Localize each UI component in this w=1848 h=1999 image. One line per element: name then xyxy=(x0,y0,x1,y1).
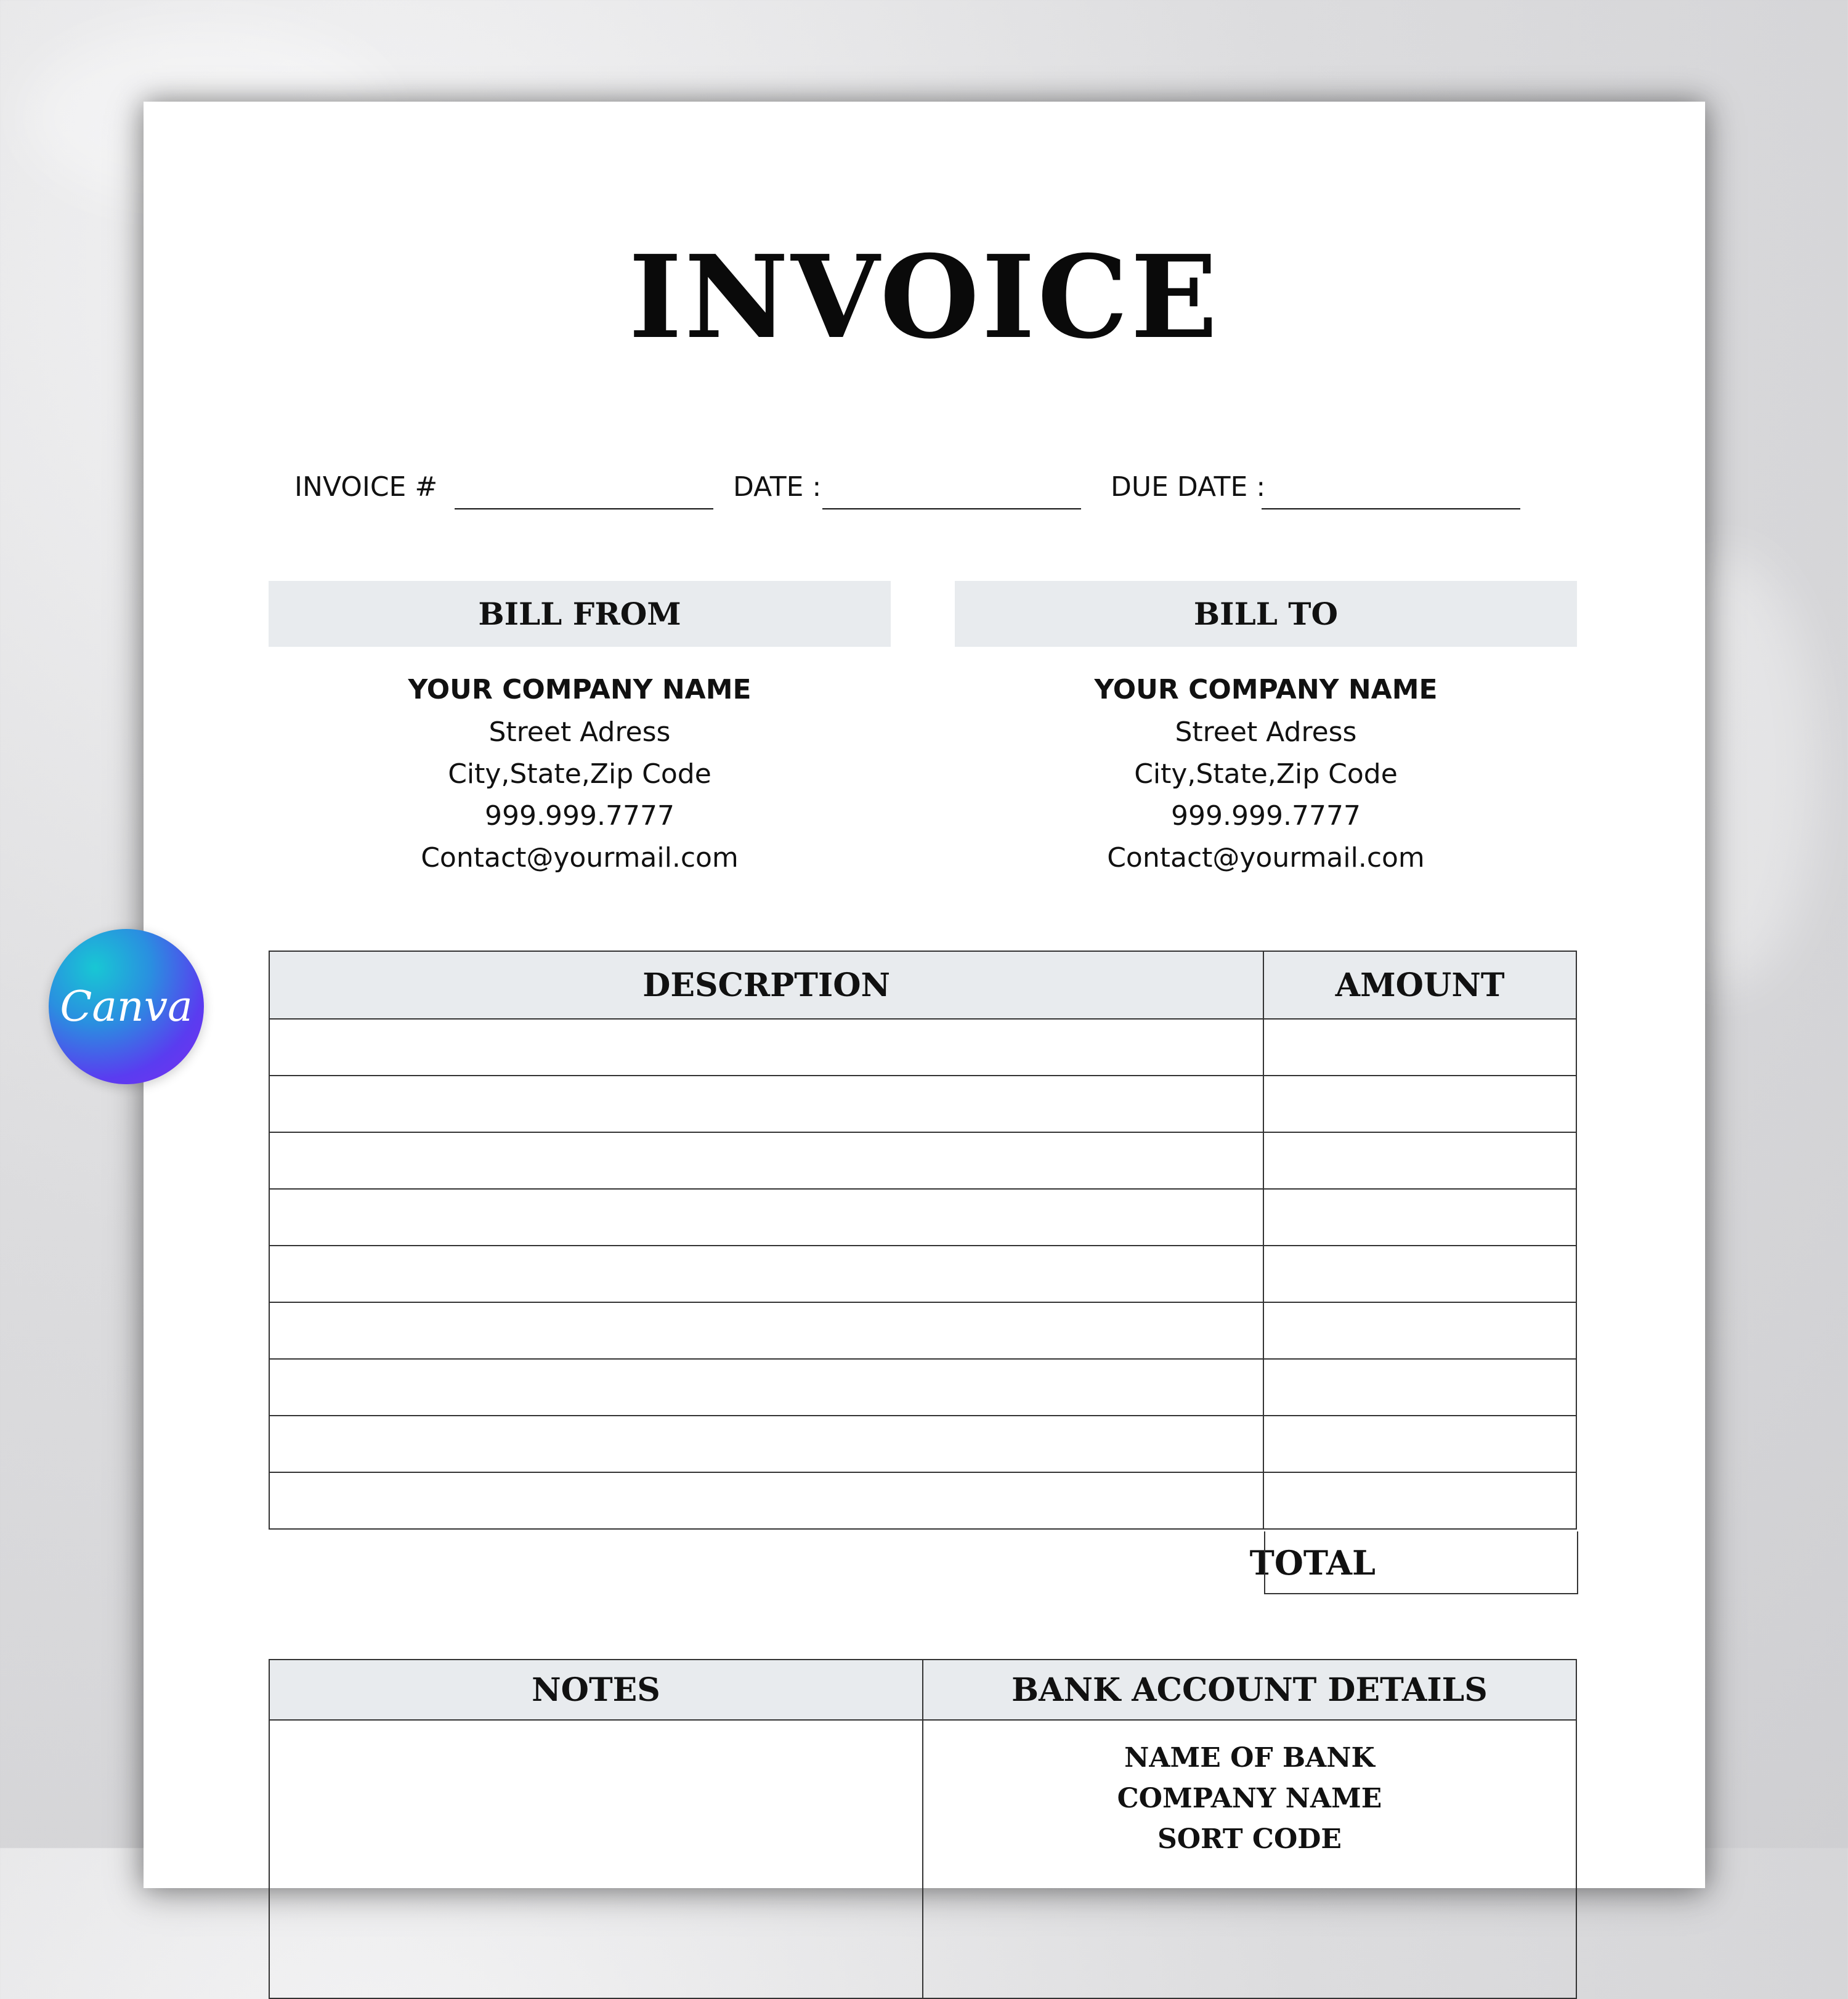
bill-to-details xyxy=(955,668,1577,879)
description-cell[interactable] xyxy=(269,1416,1263,1472)
amount-cell[interactable] xyxy=(1263,1132,1576,1189)
amount-cell[interactable] xyxy=(1263,1189,1576,1246)
table-row xyxy=(269,1416,1576,1472)
description-cell[interactable] xyxy=(269,1359,1263,1416)
notes-bank-body-row xyxy=(269,1720,1576,1998)
bill-to-phone[interactable]: 999.999.7777 xyxy=(1171,800,1361,832)
invoice-meta-row xyxy=(144,471,1705,514)
line-items-body xyxy=(269,1019,1576,1529)
amount-cell[interactable] xyxy=(1263,1359,1576,1416)
bill-from-street[interactable]: Street Adress xyxy=(488,716,671,748)
amount-column-header: AMOUNT xyxy=(1263,951,1576,1019)
bill-from-city[interactable]: City,State,Zip Code xyxy=(448,758,711,790)
bill-from-company[interactable]: YOUR COMPANY NAME xyxy=(408,674,752,705)
notes-bank-header-row xyxy=(269,1660,1576,1720)
table-header-row xyxy=(269,951,1576,1019)
description-column-header: DESCRPTION xyxy=(269,951,1263,1019)
due-date-field[interactable] xyxy=(1262,508,1520,509)
bill-to-street[interactable]: Street Adress xyxy=(1175,716,1357,748)
line-items-table xyxy=(269,951,1577,1530)
table-row xyxy=(269,1076,1576,1132)
amount-cell[interactable] xyxy=(1263,1076,1576,1132)
bill-from-details xyxy=(269,668,891,879)
bank-details-cell[interactable] xyxy=(923,1720,1576,1998)
amount-cell[interactable] xyxy=(1263,1416,1576,1472)
canva-logo xyxy=(49,929,204,1084)
amount-cell[interactable] xyxy=(1263,1302,1576,1359)
bill-from-heading: BILL FROM xyxy=(269,581,891,647)
description-cell[interactable] xyxy=(269,1246,1263,1302)
description-cell[interactable] xyxy=(269,1019,1263,1076)
notes-bank-table xyxy=(269,1659,1577,1999)
bill-from-phone[interactable]: 999.999.7777 xyxy=(485,800,675,832)
description-cell[interactable] xyxy=(269,1076,1263,1132)
table-row xyxy=(269,1189,1576,1246)
description-cell[interactable] xyxy=(269,1472,1263,1529)
table-row xyxy=(269,1132,1576,1189)
bank-company-line: COMPANY NAME xyxy=(1117,1783,1382,1814)
table-row xyxy=(269,1302,1576,1359)
description-cell[interactable] xyxy=(269,1189,1263,1246)
notes-heading: NOTES xyxy=(269,1660,923,1720)
table-row xyxy=(269,1359,1576,1416)
canva-logo-text: Canva xyxy=(60,982,193,1031)
date-label: DATE : xyxy=(733,471,822,503)
bill-to-city[interactable]: City,State,Zip Code xyxy=(1134,758,1398,790)
table-row xyxy=(269,1472,1576,1529)
due-date-label: DUE DATE : xyxy=(1111,471,1266,503)
bill-from-email[interactable]: Contact@yourmail.com xyxy=(421,842,739,874)
invoice-title: INVOICE xyxy=(628,230,1220,364)
table-row xyxy=(269,1019,1576,1076)
total-amount-cell[interactable] xyxy=(1264,1531,1578,1594)
invoice-number-label: INVOICE # xyxy=(294,471,438,503)
description-cell[interactable] xyxy=(269,1132,1263,1189)
date-field[interactable] xyxy=(822,508,1081,509)
total-label: TOTAL xyxy=(1249,1543,1376,1583)
bank-sort-code-line: SORT CODE xyxy=(1157,1823,1342,1855)
amount-cell[interactable] xyxy=(1263,1019,1576,1076)
bank-name-line: NAME OF BANK xyxy=(1124,1742,1375,1774)
bill-to-email[interactable]: Contact@yourmail.com xyxy=(1107,842,1425,874)
invoice-sheet xyxy=(144,102,1705,1888)
table-row xyxy=(269,1246,1576,1302)
bill-to-heading: BILL TO xyxy=(955,581,1577,647)
bill-to-company[interactable]: YOUR COMPANY NAME xyxy=(1094,674,1438,705)
bank-details-lines xyxy=(923,1721,1576,1860)
description-cell[interactable] xyxy=(269,1302,1263,1359)
amount-cell[interactable] xyxy=(1263,1246,1576,1302)
amount-cell[interactable] xyxy=(1263,1472,1576,1529)
bank-details-heading: BANK ACCOUNT DETAILS xyxy=(923,1660,1576,1720)
notes-cell[interactable] xyxy=(269,1720,923,1998)
invoice-number-field[interactable] xyxy=(455,508,713,509)
